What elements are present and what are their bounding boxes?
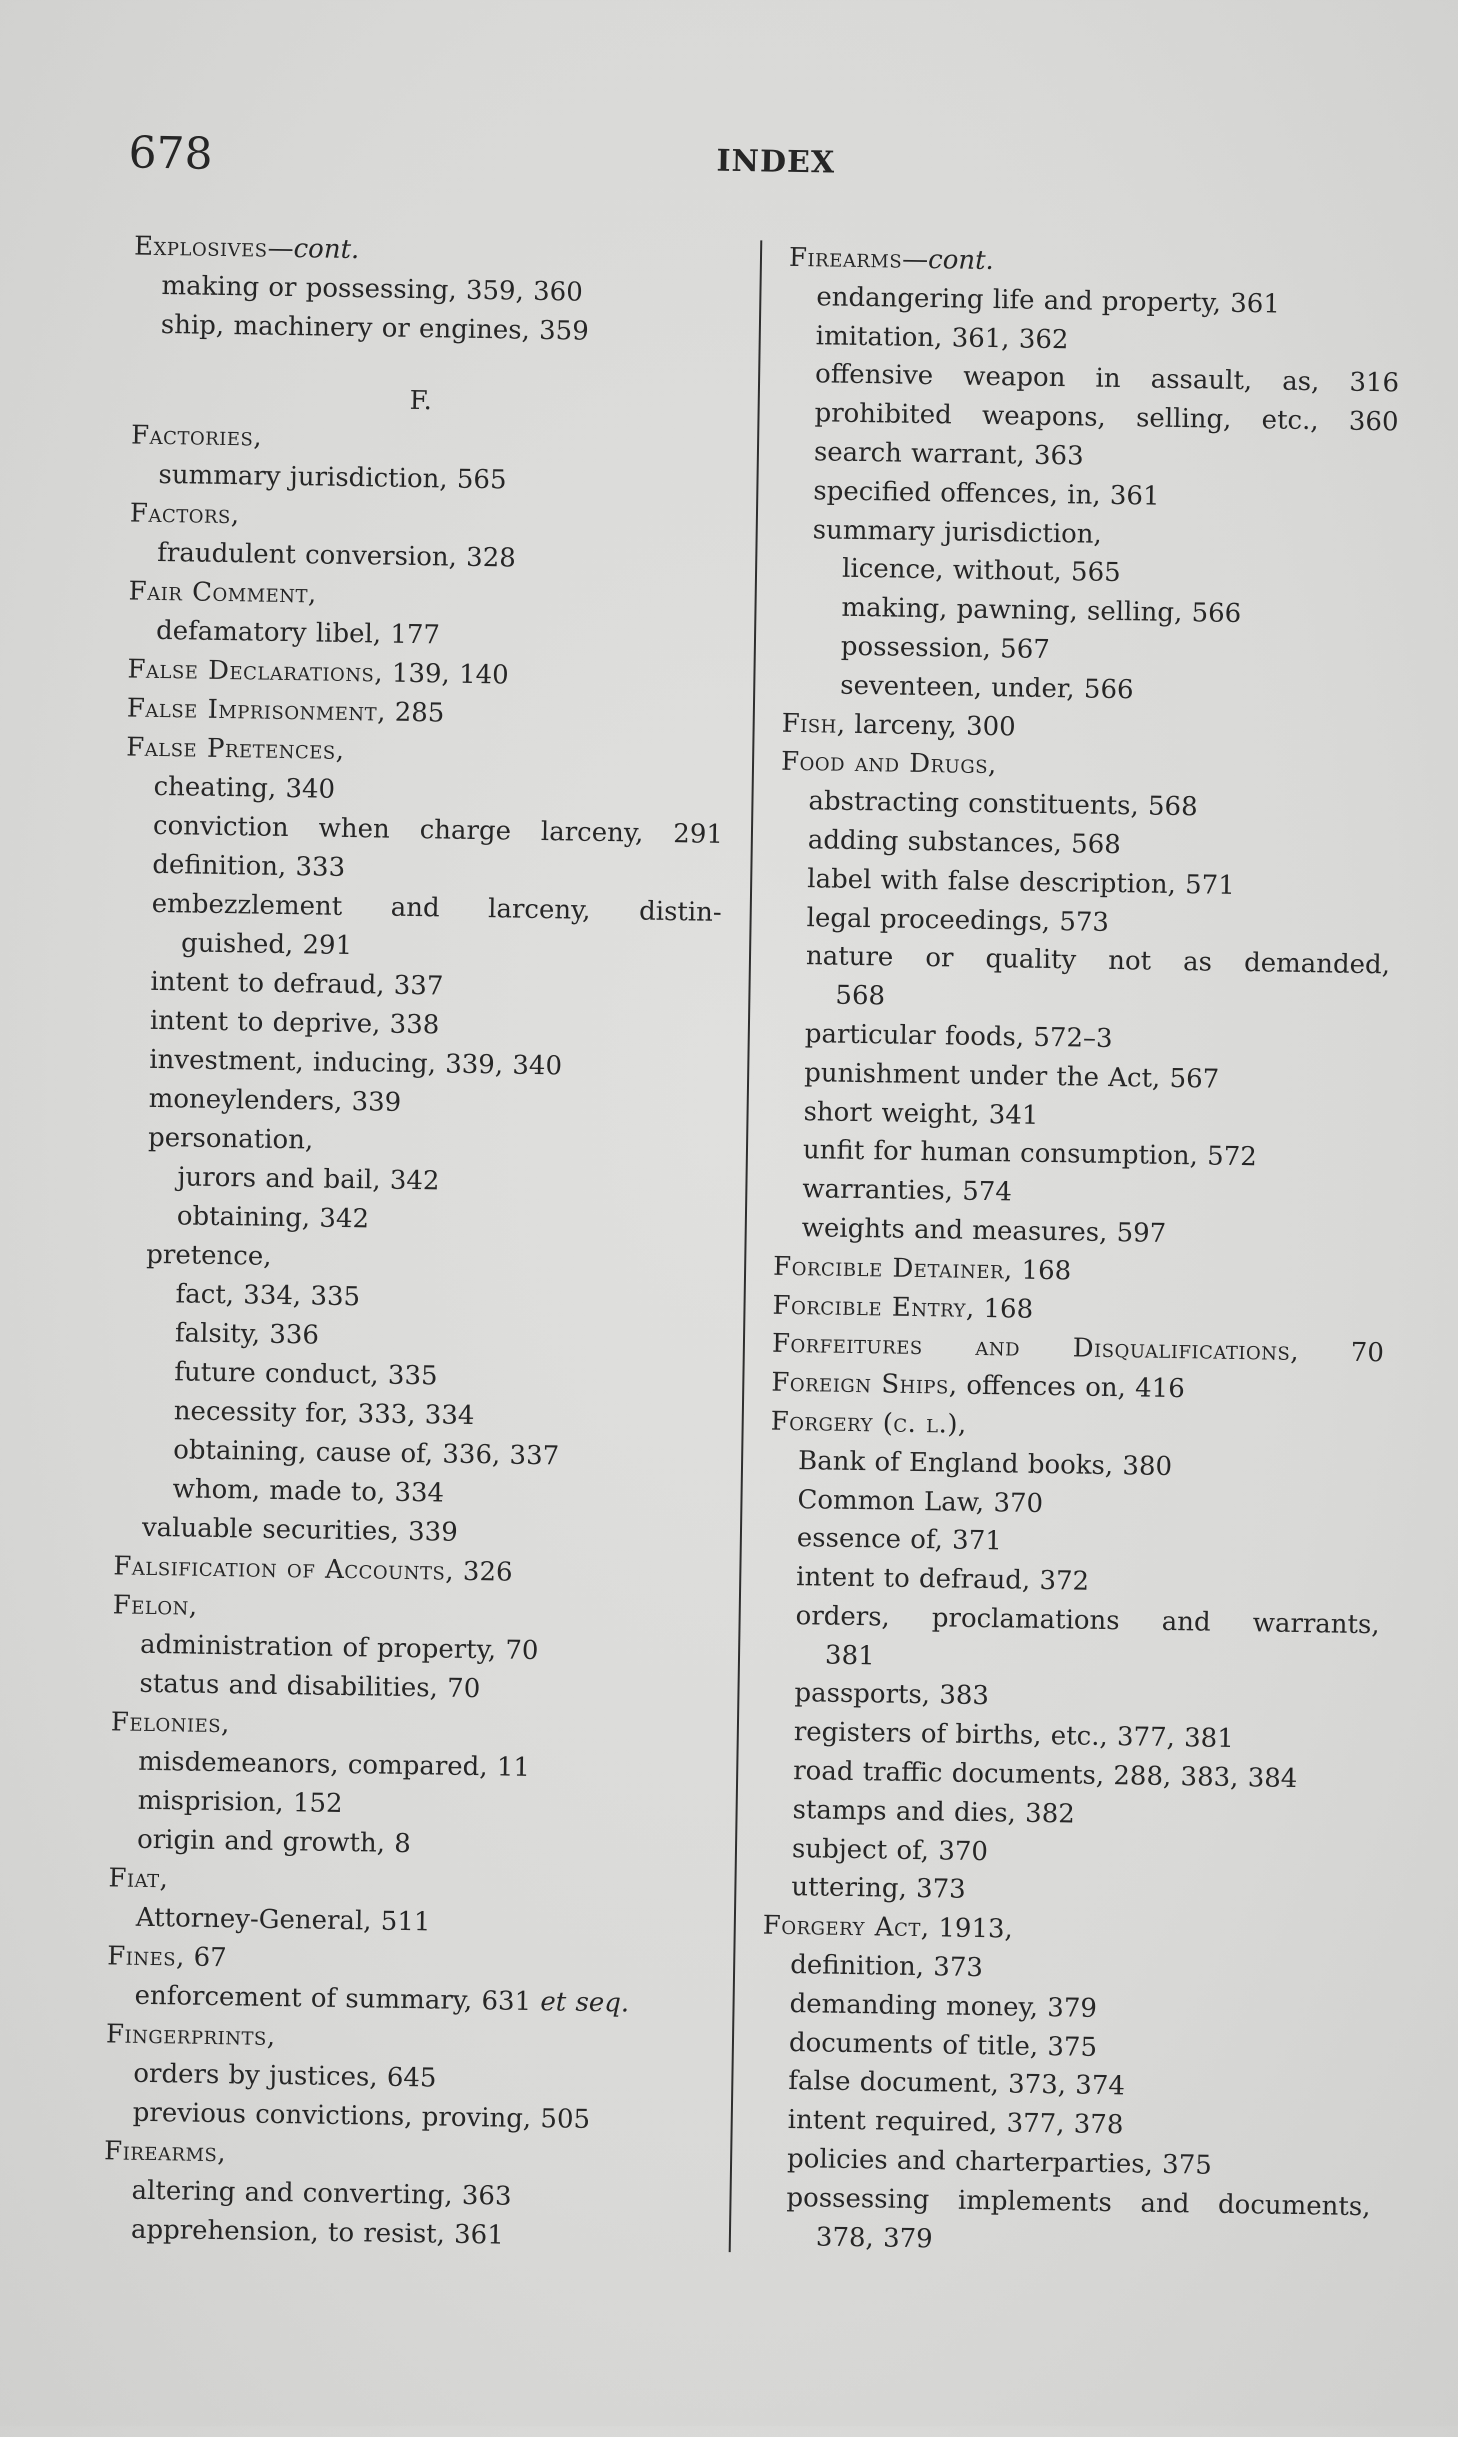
heading-term: Forgery Act <box>762 1910 922 1944</box>
heading-term: Forgery (c. l.) <box>770 1406 959 1440</box>
entry-text: prohibited weapons, selling, etc., 360 <box>814 398 1399 438</box>
entry-text: conviction when charge larceny, 291 <box>152 810 724 850</box>
entry-text: demanding money, 379 <box>789 1988 1098 2024</box>
entry-text: , 139, 140 <box>374 658 509 691</box>
heading-term: Factors <box>129 498 232 531</box>
entry-text: administration of property, 70 <box>139 1629 539 1667</box>
entry-text: 378, 379 <box>815 2222 933 2254</box>
entry-text: altering and converting, 363 <box>131 2175 512 2212</box>
entry-text: ship, machinery or engines, 359 <box>160 309 589 347</box>
entry-text: misdemeanors, compared, 11 <box>138 1746 531 1783</box>
entry-text: pretence, <box>146 1239 272 1272</box>
entry-text: essence of, 371 <box>796 1523 1003 1557</box>
entry-text: false document, 373, 374 <box>788 2066 1126 2102</box>
entry-text: intent required, 377, 378 <box>787 2105 1124 2141</box>
entry-text: , 70 <box>1290 1337 1385 1369</box>
entry-text: falsity, 336 <box>174 1318 320 1351</box>
heading-term: Factories <box>130 420 254 453</box>
entry-text: seventeen, under, 566 <box>840 670 1134 706</box>
entry-text: , <box>253 422 262 453</box>
heading-term: Foreign Ships <box>771 1367 950 1401</box>
entry-text: Attorney-General, 511 <box>135 1902 431 1938</box>
entry-text: orders by justices, 645 <box>133 2058 437 2094</box>
entry-text: whom, made to, 334 <box>172 1474 445 1509</box>
entry-text: apprehension, to resist, 361 <box>130 2214 505 2251</box>
entry-text: nature or quality not as demanded, <box>805 941 1391 981</box>
italic-note: cont. <box>293 234 360 266</box>
entry-text: cheating, 340 <box>153 771 336 805</box>
page-number: 678 <box>128 127 213 180</box>
heading-term: Firearms <box>788 242 903 275</box>
entry-text: , <box>159 1864 169 1895</box>
entry-text: personation, <box>147 1122 314 1156</box>
entry-text: registers of births, etc., 377, 381 <box>793 1717 1235 1755</box>
entry-text: endangering life and property, 361 <box>816 282 1281 320</box>
left-index-column <box>103 228 733 2259</box>
entry-text: possessing implements and documents, <box>786 2182 1371 2223</box>
entry-text: summary jurisdiction, <box>812 514 1103 550</box>
entry-text: adding substances, 568 <box>807 825 1122 861</box>
entry-text: origin and growth, 8 <box>136 1824 412 1860</box>
entry-text: defamatory libel, 177 <box>155 615 441 651</box>
heading-term: Fingerprints <box>105 2019 268 2052</box>
entry-text: unfit for human consumption, 572 <box>802 1135 1258 1173</box>
entry-text: imitation, 361, 362 <box>815 320 1069 355</box>
entry-text: , <box>188 1591 198 1622</box>
entry-text: abstracting constituents, 568 <box>808 786 1198 823</box>
entry-text: , <box>230 500 240 531</box>
entry-text: , 285 <box>376 697 445 729</box>
index-subentry <box>103 2210 702 2258</box>
entry-text: valuable securities, 339 <box>141 1512 458 1548</box>
heading-term: False Pretences <box>126 732 337 766</box>
entry-text: intent to defraud, 372 <box>796 1562 1090 1597</box>
heading-term: Felonies <box>110 1707 222 1740</box>
index-subentry <box>133 306 732 354</box>
entry-text: previous convictions, proving, 505 <box>132 2097 591 2135</box>
entry-text: specified offences, in, 361 <box>813 476 1160 512</box>
entry-text: investment, inducing, 339, 340 <box>149 1044 563 1082</box>
entry-text: , larceny, 300 <box>836 709 1016 743</box>
entry-text: Bank of England books, 380 <box>797 1445 1173 1482</box>
heading-term: Food and Drugs <box>780 747 989 781</box>
entry-text: F. <box>409 385 433 417</box>
entry-text: 568 <box>835 980 886 1012</box>
entry-text: , 326 <box>445 1556 513 1588</box>
italic-note: et seq. <box>540 1987 630 2019</box>
entry-text: definition, 333 <box>152 849 346 883</box>
entry-text: particular foods, 572–3 <box>804 1019 1113 1054</box>
entry-text: policies and charterparties, 375 <box>786 2144 1213 2181</box>
entry-text: , 168 <box>965 1293 1034 1325</box>
entry-text: necessity for, 333, 334 <box>173 1396 475 1432</box>
entry-text: offensive weapon in assault, as, 316 <box>814 359 1400 399</box>
italic-note: cont. <box>927 245 995 277</box>
heading-term: False Declarations <box>127 654 375 689</box>
heading-term: Forfeitures and Disqualifications <box>771 1329 1291 1368</box>
entry-text: — <box>901 244 929 276</box>
entry-text: , <box>987 750 997 781</box>
entry-text: subject of, 370 <box>791 1833 989 1867</box>
column-divider <box>729 240 763 2252</box>
entry-text: intent to defraud, 337 <box>150 966 444 1002</box>
heading-term: False Imprisonment <box>126 693 378 728</box>
entry-text: , <box>220 1709 230 1740</box>
entry-text: making or possessing, 359, 360 <box>161 270 583 308</box>
entry-text: legal proceedings, 573 <box>806 902 1110 938</box>
entry-text: 381 <box>824 1640 875 1672</box>
entry-text: search warrant, 363 <box>813 437 1084 472</box>
heading-term: Fines <box>107 1941 177 1973</box>
entry-text: road traffic documents, 288, 383, 384 <box>793 1756 1298 1795</box>
entry-text: short weight, 341 <box>803 1096 1039 1131</box>
entry-text: misprision, 152 <box>137 1785 343 1820</box>
running-head: INDEX <box>716 143 836 181</box>
heading-term: Forcible Detainer <box>772 1251 1005 1286</box>
entry-text: intent to deprive, 338 <box>149 1005 440 1041</box>
entry-text: enforcement of summary, 631 <box>134 1980 541 2018</box>
entry-text: documents of title, 375 <box>788 2027 1098 2063</box>
entry-text: , <box>957 1409 967 1440</box>
entry-text: — <box>267 233 294 265</box>
right-index-column <box>758 239 1402 2266</box>
entry-text: , <box>335 735 345 766</box>
entry-text: summary jurisdiction, 565 <box>158 459 507 496</box>
entry-text: , <box>217 2138 226 2169</box>
heading-term: Fair Comment <box>128 576 309 610</box>
heading-term: Fiat <box>108 1863 160 1895</box>
entry-text: , 1913, <box>920 1913 1014 1945</box>
entry-text: stamps and dies, 382 <box>792 1794 1076 1830</box>
entry-text: label with false description, 571 <box>807 863 1235 901</box>
entry-text: warranties, 574 <box>802 1174 1013 1208</box>
entry-text: , offences on, 416 <box>948 1370 1185 1405</box>
heading-term: Falsification of Accounts <box>113 1551 446 1587</box>
entry-text: making, pawning, selling, 566 <box>841 592 1242 630</box>
entry-text: uttering, 373 <box>791 1872 966 1906</box>
entry-text: embezzlement and larceny, distin- <box>151 888 722 928</box>
entry-text: fact, 334, 335 <box>175 1279 361 1313</box>
entry-text: , 168 <box>1003 1255 1072 1287</box>
entry-text: , 67 <box>175 1942 227 1974</box>
entry-text: future conduct, 335 <box>174 1357 438 1392</box>
entry-text: , <box>266 2021 276 2052</box>
entry-text: passports, 383 <box>794 1678 990 1712</box>
entry-text: status and disabilities, 70 <box>139 1668 481 1705</box>
heading-term: Explosives <box>133 231 268 264</box>
entry-text: fraudulent conversion, 328 <box>157 537 517 574</box>
entry-text: guished, 291 <box>180 928 353 962</box>
entry-text: definition, 373 <box>789 1950 984 1984</box>
entry-text: Common Law, 370 <box>797 1484 1044 1519</box>
heading-term: Felon <box>112 1590 190 1622</box>
heading-term: Firearms <box>103 2136 218 2169</box>
entry-text: obtaining, cause of, 336, 337 <box>172 1435 560 1472</box>
entry-text: obtaining, 342 <box>176 1201 370 1235</box>
entry-text: jurors and bail, 342 <box>177 1162 440 1197</box>
entry-text: moneylenders, 339 <box>148 1083 402 1118</box>
entry-text: orders, proclamations and warrants, <box>795 1600 1380 1641</box>
entry-text: weights and measures, 597 <box>801 1213 1167 1249</box>
entry-text: , <box>307 579 317 610</box>
entry-text: possession, 567 <box>840 631 1051 665</box>
heading-term: Forcible Entry <box>772 1290 967 1324</box>
entry-text: licence, without, 565 <box>841 554 1121 589</box>
entry-text: punishment under the Act, 567 <box>803 1057 1220 1095</box>
heading-term: Fish <box>781 708 838 740</box>
